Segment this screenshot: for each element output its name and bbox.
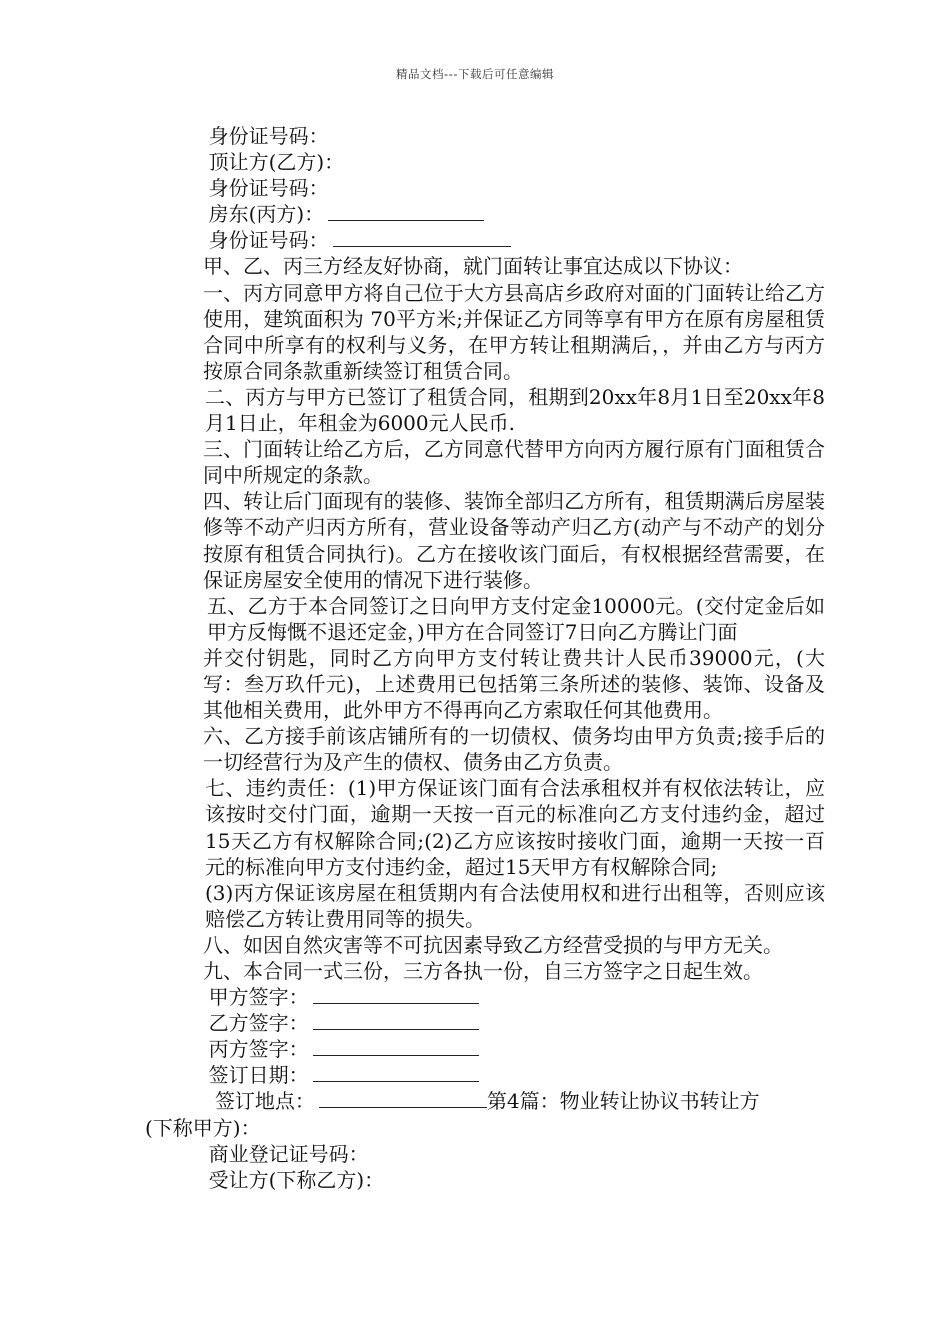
landlord-label: 房东(丙方)： <box>208 202 325 227</box>
signing-date <box>145 1062 825 1088</box>
assignee-label: 顶让方(乙方)： <box>208 150 345 175</box>
landlord-line <box>145 201 825 227</box>
clause-5: 五、乙方于本合同签订之日向甲方支付定金10000元。(交付定金后如甲方反悔慨不退还定金，)甲方在合同签订7日向乙方腾让门面 <box>207 593 825 644</box>
signature-party-c <box>145 1036 825 1062</box>
next-article-heading-wrap <box>145 1115 825 1141</box>
next-article-heading: 第4篇：物业转让协议书转让方 <box>486 1089 760 1114</box>
document-body <box>145 123 825 1193</box>
business-registration-line <box>145 1141 825 1167</box>
id-number-label: 身份证号码： <box>208 124 329 148</box>
clause-7: 七、违约责任：(1)甲方保证该门面有合法承租权并有权依法转让，应该按时交付门面，逾期一天按一百元的标准向乙方支付违约金，超过15天乙方有权解除合同;(2)乙方应该按时接收门面，逾期一天按一百元的标准向甲方支付违约金，超过15天甲方有权解除合同; <box>205 776 825 879</box>
signing-date-blank <box>313 1064 479 1082</box>
signature-party-b <box>145 1010 825 1036</box>
id-number-label: 身份证号码： <box>208 176 329 201</box>
clause-1: 一、丙方同意甲方将自己位于大方县高店乡政府对面的门面转让给乙方使用，建筑面积为 70平方米;并保证乙方同等享有甲方在原有房屋租赁合同中所享有的权利与义务，在甲方转让租期满后，，并由乙方与丙方按原合同条款重新续签订租赁合同。 <box>203 280 825 383</box>
landlord-blank <box>328 203 484 221</box>
clause-9: 九、本合同一式三份，三方各执一份，自三方签字之日起生效。 <box>203 959 763 983</box>
id-number-line-1 <box>145 123 825 149</box>
assignee-line <box>145 149 825 175</box>
clause-3: 三、门面转让给乙方后，乙方同意代替甲方向丙方履行原有门面租赁合同中所规定的条款。 <box>203 437 825 488</box>
signing-date-label: 签订日期： <box>208 1063 309 1088</box>
signing-place-label: 签订地点： <box>214 1089 315 1114</box>
clause-8: 八、如因自然灾害等不可抗因素导致乙方经营受损的与甲方无关。 <box>203 932 783 957</box>
transferee-label: 受让方(下称乙方)： <box>208 1167 385 1192</box>
signature-blank <box>313 1038 479 1056</box>
signature-blank <box>313 1012 479 1030</box>
clause-5-continued: 并交付钥匙，同时乙方向甲方支付转让费共计人民币39000元，(大写：叁万玖仟元)，上述费用已包括第三条所述的装修、装饰、设备及其他相关费用，此外甲方不得再向乙方索取任何其他费用。 <box>203 645 825 723</box>
transferee-line <box>145 1167 825 1193</box>
signature-label: 甲方签字： <box>208 985 309 1010</box>
business-registration-label: 商业登记证号码： <box>208 1141 369 1166</box>
signature-blank <box>313 986 479 1004</box>
signing-place <box>145 1088 825 1114</box>
id-number-line-3 <box>145 227 825 253</box>
id-number-label: 身份证号码： <box>208 228 329 253</box>
signature-label: 乙方签字： <box>208 1011 309 1036</box>
transferor-label: (下称甲方)： <box>145 1115 261 1140</box>
clause-6: 六、乙方接手前该店铺所有的一切债权、债务均由甲方负责;接手后的一切经营行为及产生的债权、债务由乙方负责。 <box>203 724 825 775</box>
signature-party-a <box>145 984 825 1010</box>
clause-7-continued: (3)丙方保证该房屋在租赁期内有合法使用权和进行出租等，否则应该赔偿乙方转让费用同等的损失。 <box>205 880 825 931</box>
page-header: 精品文档---下载后可任意编辑 <box>396 67 554 81</box>
intro-paragraph: 甲、乙、丙三方经友好协商，就门面转让事宜达成以下协议： <box>203 254 743 279</box>
signing-place-blank <box>319 1090 487 1108</box>
id-number-line-2 <box>145 175 825 201</box>
id-number-blank <box>333 229 511 247</box>
signature-label: 丙方签字： <box>208 1037 309 1062</box>
clause-2: 二、丙方与甲方已签订了租赁合同，租期到20xx年8月1日至20xx年8月1日止，年租金为6000元人民币. <box>205 384 825 436</box>
clause-4: 四、转让后门面现有的装修、装饰全部归乙方所有，租赁期满后房屋装修等不动产归丙方所有，营业设备等动产归乙方(动产与不动产的划分按原有租赁合同执行)。乙方在接收该门面后，有权根据经营需要，在保证房屋安全使用的情况下进行装修。 <box>203 489 825 592</box>
